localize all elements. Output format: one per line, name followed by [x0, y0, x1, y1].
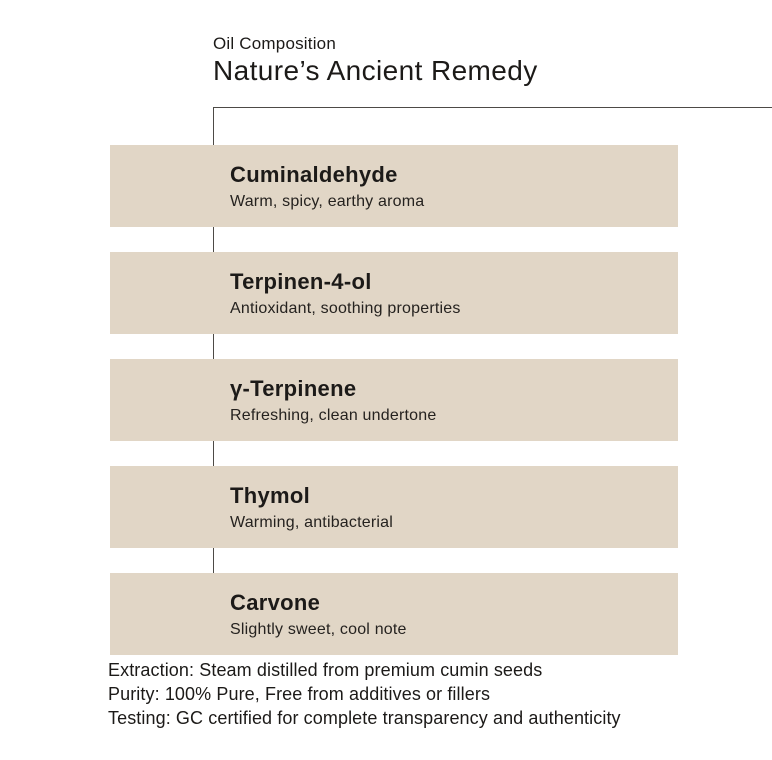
compound-name: Thymol — [230, 482, 311, 508]
footer-line-extraction: Extraction: Steam distilled from premium cumin seeds — [108, 660, 543, 680]
compound-row-terpinen-4-ol — [110, 252, 678, 334]
compound-row-carvone — [110, 573, 678, 655]
compound-description: Antioxidant, soothing properties — [230, 299, 461, 317]
compound-name: γ-Terpinene — [230, 375, 357, 401]
compound-description: Warm, spicy, earthy aroma — [230, 192, 425, 210]
compound-name: Cuminaldehyde — [230, 161, 398, 187]
axis-horizontal-line — [213, 107, 772, 108]
header — [213, 33, 538, 87]
page-title: Nature’s Ancient Remedy — [213, 55, 538, 86]
compound-row-cuminaldehyde — [110, 145, 678, 227]
eyebrow-label: Oil Composition — [213, 34, 336, 53]
footer — [108, 658, 668, 730]
compound-description: Warming, antibacterial — [230, 513, 393, 531]
compound-description: Refreshing, clean undertone — [230, 406, 437, 424]
compound-row-thymol — [110, 466, 678, 548]
footer-line-testing: Testing: GC certified for complete transparency and authenticity — [108, 708, 621, 728]
compound-row-gamma-terpinene — [110, 359, 678, 441]
compound-name: Carvone — [230, 589, 321, 615]
compound-name: Terpinen-4-ol — [230, 268, 372, 294]
compound-description: Slightly sweet, cool note — [230, 620, 407, 638]
footer-line-purity: Purity: 100% Pure, Free from additives or fillers — [108, 684, 491, 704]
